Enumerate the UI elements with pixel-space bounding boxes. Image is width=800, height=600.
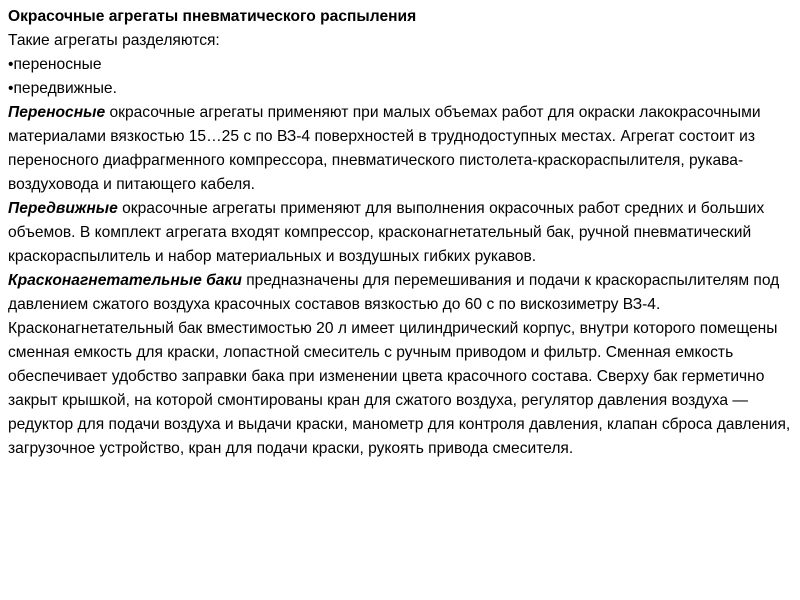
slide-title: Окрасочные агрегаты пневматического распыления (8, 8, 417, 25)
paragraph-portable (8, 101, 794, 197)
paragraph-pressure-tanks (8, 269, 794, 317)
bullet-item-mobile: •передвижные. (8, 80, 117, 97)
bullet-item-portable: •переносные (8, 56, 102, 73)
term-portable: Переносные (8, 104, 106, 121)
paragraph-pressure-tanks-text: предназначены для перемешивания и подачи к краскораспылителям под давлением сжатого воздуха красочных составов вязкостью до 60 с по вискозиметру ВЗ-4. (8, 272, 780, 313)
slide-content (8, 5, 794, 461)
paragraph-mobile (8, 197, 794, 269)
intro-text: Такие агрегаты разделяются: (8, 32, 220, 49)
paragraph-closing: Красконагнетательный бак вместимостью 20 л имеет цилиндрический корпус, внутри которого помещены сменная емкость для краски, лопастной смеситель с ручным приводом и фильтр. Сменная емкость обеспечивает удобство заправки бака при изменении цвета красочного состава. Сверху бак герметично закрыт крышкой, на которой смонтированы кран для сжатого воздуха, регулятор давления воздуха — редуктор для подачи воздуха и выдачи краски, манометр для контроля давления, клапан сброса давления, загрузочное устройство, кран для подачи краски, рукоять привода смесителя. (8, 320, 791, 457)
paragraph-mobile-text: окрасочные агрегаты применяют для выполнения окрасочных работ средних и больших объемов. В комплект агрегата входят компрессор, красконагнетательный бак, ручной пневматический краскораспылитель и набор материальных и воздушных гибких рукавов. (8, 200, 765, 265)
paragraph-portable-text: окрасочные агрегаты применяют при малых объемах работ для окраски лакокрасочными материалами вязкостью 15…25 с по ВЗ-4 поверхностей в труднодоступных местах. Агрегат состоит из переносного диафрагменного компрессора, пневматического пистолета-краскораспылителя, рукава-воздуховода и питающего кабеля. (8, 104, 761, 193)
term-mobile: Передвижные (8, 200, 118, 217)
term-pressure-tanks: Красконагнетательные баки (8, 272, 242, 289)
